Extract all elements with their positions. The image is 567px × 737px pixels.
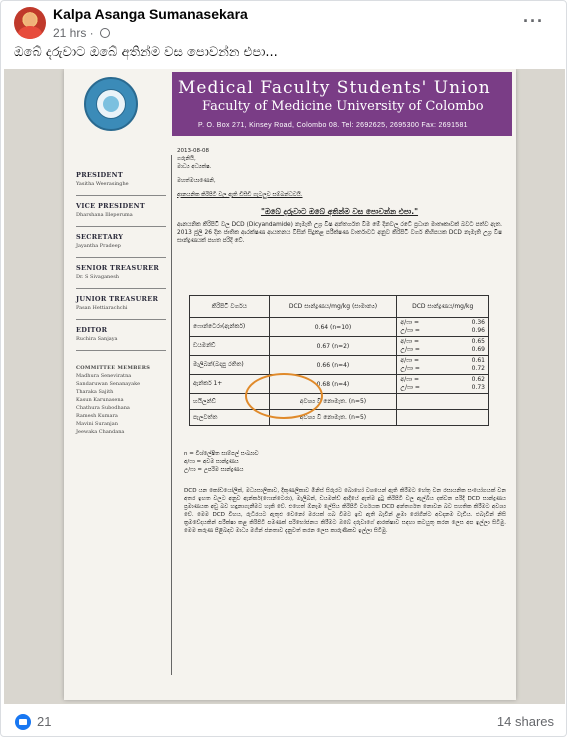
crest-inner [96, 89, 126, 119]
university-crest-logo [84, 77, 138, 131]
min-value: 0.73 [471, 384, 485, 391]
max-value: 0.62 [471, 376, 485, 383]
divider [76, 288, 166, 289]
committee-member: Madhura Seneviratna [76, 373, 132, 379]
range-cell [397, 410, 489, 426]
table-row [190, 410, 489, 426]
post-time[interactable]: 21 hrs · [53, 26, 98, 40]
role-title: JUNIOR TREASURER [76, 295, 159, 303]
post-meta [53, 26, 110, 40]
sidebar-entry [76, 326, 176, 351]
average-cell: අවශ්‍ය වී නොමැත. (n=5) [269, 410, 397, 426]
committee-member: Mavini Suranjan [76, 421, 118, 427]
body-paragraph: DCD යන කෝඩයෝලික්, මධ්‍යසාලිකාව, දීකුණලිකාව මිනිස් සිරුරට බොහෝ වශයෙන් ඇති කිරීමට හේතු වන රසායනික සංයෝගයක් වන අතර ඉහත වලට අනුව ඇන්කර්(ෆොන්ටෙරා), මැලිබන්, ඩයමන්ඩ් ආදියේ ඇත්ම දුටු කිරිපිටි වල ඇල්බීය දක්වන පරිදි DCD සාන්ද්‍රණය ප්‍රමාණයක අඩු බව හඳුනාගැනීමට හැකි වේ. එහෙත් ඕනෑම ලේසිය කිරිපිටි වර්ගයක DCD අන්තර්ගත නොවන බව සහතික කිරීමට අවශ්‍ය වේ. මෙම DCD විහය, රුධිරයට ඇතුළු වෙනෝ මරයක් ගබ වීමට ඉඩ ඇති බැවින් ළමා රෝගීන්ට අවදානම වැඩිය. එබැවින් නිසි ක්‍රමවේදයකින් පරීක්ෂා කළ කිරිපිටි පමණක් පරිභෝජනය කිරීමට ඔබේ දරුවාගේ ආරක්ෂාව සඳහා කටයුතු කරන ලෙස අප ඉල්ලා සිටිමු. මෙම කරුණ පිළිබඳව මාධ්‍ය මගින් ජනතාව දැනුවත් කරන ලෙස කාරුණිකව ඉල්ලා සිටිමු. [184, 488, 506, 534]
max-label: අ/ෆා = [400, 376, 420, 383]
post-header [1, 1, 567, 43]
committee-members [76, 365, 176, 435]
range-cell [397, 375, 489, 394]
salutation-line: මහත්මයාණෙනි, [177, 178, 216, 184]
role-holder: Jayantha Pradeep [76, 243, 121, 249]
table-row [190, 375, 489, 394]
role-title: SECRETARY [76, 233, 124, 241]
author-name[interactable]: Kalpa Asanga Sumanasekara [53, 6, 248, 22]
intro-paragraph: ආනයනික කිරිපිටි වල DCD (Dicyandamide) නැමැති උග්‍ර විෂ අන්තර්ගත වීම මේ දිනවල රටේ ප්‍රධාන මාතෘකාවක් බවට පත්ව ඇත. 2013 ජූලි 26 දින ජාතික ආරක්ෂණ ආයතනය විසින් සිදුකළ පරීක්ෂණ වාර්තාවට අනුව කිරිපිටි වර්ග කිහිපයක DCD නැමැති උග්‍ර විෂ සාන්ද්‍රණයක් පහත පරිදි වේ. [177, 222, 502, 244]
role-holder: Pasan Hettiarachchi [76, 305, 128, 311]
committee-member: Chathura Subodhana [76, 405, 130, 411]
average-cell: 0.67 (n=2) [269, 337, 397, 356]
brand-cell: පැලවත්ත [190, 410, 270, 426]
highlight-circle [245, 373, 323, 419]
sidebar-entry [76, 171, 176, 196]
union-name: Medical Faculty Students' Union [178, 78, 491, 98]
min-label: උ/ෆා = [400, 346, 420, 353]
committee-member: Jeewaka Chandana [76, 429, 125, 435]
letter-title: "ඔබේ දරුවාට ඔබේ අතින්ම වස පොවන්න එපා." [260, 207, 419, 216]
sidebar-divider-line [171, 155, 172, 675]
divider [76, 257, 166, 258]
max-value: 0.61 [471, 357, 485, 364]
like-reaction-icon[interactable] [15, 714, 31, 730]
legend-line: අ/ෆා = අවම සාන්ද්‍රණය [184, 459, 239, 465]
average-cell: 0.66 (n=4) [269, 356, 397, 375]
author-avatar[interactable] [14, 7, 46, 39]
committee-member: Tharaka Sajith [76, 389, 114, 395]
sidebar-entry [76, 202, 176, 227]
brand-cell: ඩයමන්ඩ් [190, 337, 270, 356]
range-cell [397, 394, 489, 410]
max-value: 0.36 [471, 319, 485, 326]
brand-cell: ඇන්කර් 1+ [190, 375, 270, 394]
reaction-count[interactable]: 21 [37, 714, 52, 729]
range-cell [397, 356, 489, 375]
role-holder: Dharshana Illeperuma [76, 212, 133, 218]
table-header-row [190, 296, 489, 318]
legend-line: උ/ෆා = උපරිම සාන්ද්‍රණය [184, 467, 244, 473]
brand-cell: ෆොන්ටෙරා(ඇන්කර්) [190, 318, 270, 337]
globe-icon [100, 28, 110, 38]
letterhead-banner [172, 72, 512, 136]
divider [76, 195, 166, 196]
avatar-face [24, 13, 36, 27]
max-label: අ/ෆා = [400, 319, 420, 326]
min-value: 0.69 [471, 346, 485, 353]
letter-subject: ආනයනික කිරිපිටි වල ඇති ඩීසීඩී ගැටලුව සම්බන්ධවයි. [177, 192, 303, 198]
post-footer [1, 704, 567, 737]
column-header: DCD සාන්ද්‍රණය/mg/kg [397, 296, 489, 318]
post-caption: ඔබේ දරුවාට ඔබේ අතින්ම වස පොවන්න එපා... [14, 45, 278, 60]
average-cell: 0.68 (n=4) [269, 375, 397, 394]
committee-member: Kasun Karunasena [76, 397, 124, 403]
sidebar-entry [76, 295, 176, 320]
post-photo[interactable] [4, 69, 565, 704]
salutation-line: මාධ්‍ය අධ්‍යක්ෂ. [177, 164, 212, 170]
avatar-shirt [18, 26, 42, 39]
table-legend [184, 450, 259, 474]
range-cell [397, 318, 489, 337]
min-value: 0.96 [471, 327, 485, 334]
role-title: PRESIDENT [76, 171, 124, 179]
sidebar-entry [76, 233, 176, 258]
salutation-line: ගරුනියි, [177, 156, 196, 162]
divider [76, 350, 166, 351]
max-label: අ/ෆා = [400, 357, 420, 364]
role-holder: Ruchira Sanjaya [76, 336, 118, 342]
min-label: උ/ෆා = [400, 365, 420, 372]
office-bearers-sidebar [76, 165, 176, 435]
faculty-name: Faculty of Medicine University of Colombo [202, 99, 484, 114]
letter-body [177, 147, 502, 245]
table-row [190, 337, 489, 356]
column-header: DCD සාන්ද්‍රණය/mg/kg (සාමාන්‍ය) [269, 296, 397, 318]
committee-member: Sandaruwan Senanayake [76, 381, 141, 387]
more-options-icon[interactable]: ··· [523, 11, 544, 31]
table-row [190, 318, 489, 337]
min-label: උ/ෆා = [400, 327, 420, 334]
letter-document [64, 69, 516, 700]
share-count[interactable]: 14 shares [496, 714, 554, 729]
committee-heading: COMMITTEE MEMBERS [76, 365, 151, 371]
max-label: අ/ෆා = [400, 338, 420, 345]
brand-cell: හයිලන්ඩ් [190, 394, 270, 410]
table-row [190, 356, 489, 375]
role-title: EDITOR [76, 326, 108, 334]
divider [76, 226, 166, 227]
max-value: 0.65 [471, 338, 485, 345]
brand-cell: මැලිබන්(බදාපු රතිත) [190, 356, 270, 375]
divider [76, 319, 166, 320]
crest-center [103, 96, 119, 112]
dcd-table [189, 295, 489, 426]
min-value: 0.72 [471, 365, 485, 372]
letter-date: 2013-08-08 [177, 148, 209, 154]
min-label: උ/ෆා = [400, 384, 420, 391]
sidebar-entry [76, 264, 176, 289]
committee-member: Ramesh Kumara [76, 413, 118, 419]
range-cell [397, 337, 489, 356]
union-address: P. O. Box 271, Kinsey Road, Colombo 08. Tel: 2692625, 2695300 Fax: 2691581 [198, 122, 468, 129]
table-row [190, 394, 489, 410]
role-title: SENIOR TREASURER [76, 264, 160, 272]
column-header: කිරිපිටි වර්ගය [190, 296, 270, 318]
role-holder: Yasitha Weerasinghe [76, 181, 129, 187]
average-cell: අවශ්‍ය වී නොමැත. (n=5) [269, 394, 397, 410]
average-cell: 0.64 (n=10) [269, 318, 397, 337]
role-holder: Dr. S Sivaganesh [76, 274, 120, 280]
legend-line: n = විශ්ලේෂිත සාම්පල් සංඛ්‍යාව [184, 451, 259, 457]
role-title: VICE PRESIDENT [76, 202, 146, 210]
